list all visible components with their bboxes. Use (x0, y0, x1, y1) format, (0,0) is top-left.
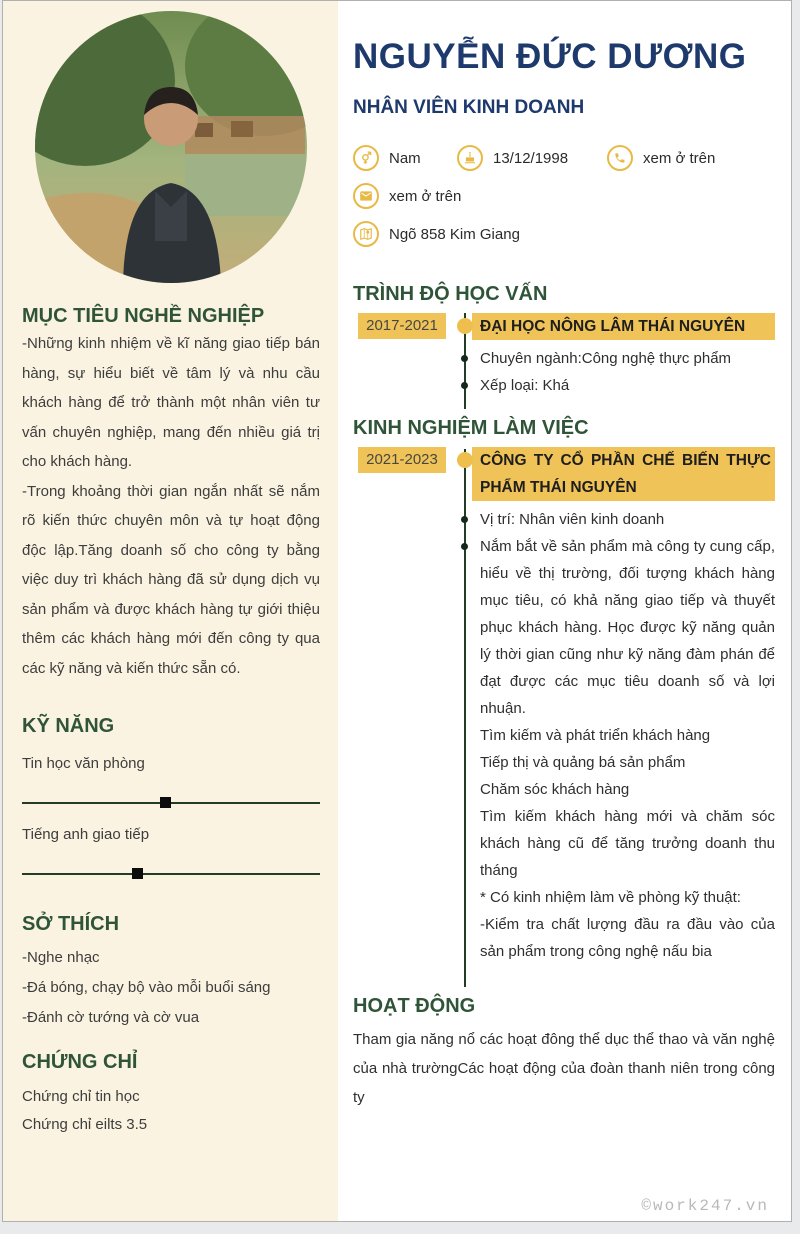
education-title: TRÌNH ĐỘ HỌC VẤN (353, 283, 548, 305)
contact-info (353, 145, 775, 247)
contact-row (353, 183, 775, 209)
objective-paragraph: -Trong khoảng thời gian ngắn nhất sẽ nắm rõ kiến thức chuyên môn và tự hoạt động độc lập.Tăng doanh số cho công ty bằng việc duy trì khách hàng đã sử dụng dịch vụ sản phẩm và được khách hàng tự giới thiệu thêm các khách hàng mới đến công ty qua các kỹ năng và kiến thức sẵn có. (22, 482, 320, 677)
experience-timeline (353, 447, 775, 965)
certificate-item: Chứng chỉ eilts 3.5 (22, 1116, 148, 1133)
email-value: xem ở trên (389, 187, 462, 205)
phone-icon (607, 145, 633, 171)
education-detail: Chuyên ngành:Công nghệ thực phẩm (480, 345, 775, 372)
objective-paragraph: -Những kinh nhiệm về kĩ năng giao tiếp bán hàng, sự hiểu biết về tâm lý và nhu cầu khách hàng để trở thành một nhân viên tư vấn chuyên nghiệp, mang đến nhiều giá trị cho khách hàng. (22, 335, 320, 470)
hobby-item: -Đá bóng, chạy bộ vào mỗi buổi sáng (22, 979, 271, 996)
hobby-item: -Đánh cờ tướng và cờ vua (22, 1009, 200, 1026)
experience-detail: -Kiểm tra chất lượng đầu ra đầu vào của sản phẩm trong công nghệ nấu bia (480, 916, 775, 960)
watermark: ©work247.vn (641, 1197, 769, 1215)
skill-bar (22, 873, 320, 875)
certificate-item: Chứng chỉ tin học (22, 1088, 140, 1105)
hobby-item: -Nghe nhạc (22, 949, 100, 966)
certificates-title: CHỨNG CHỈ (22, 1051, 138, 1073)
contact-phone (607, 145, 715, 171)
hobbies-list (22, 943, 320, 1033)
email-icon (353, 183, 379, 209)
sidebar (3, 1, 338, 1221)
person-name: NGUYỄN ĐỨC DƯƠNG (353, 37, 747, 76)
gender-icon (353, 145, 379, 171)
experience-detail: Tiếp thị và quảng bá sản phẩm (480, 754, 686, 771)
education-school: ĐẠI HỌC NÔNG LÂM THÁI NGUYÊN (472, 313, 775, 340)
skills-title: KỸ NĂNG (22, 715, 115, 737)
timeline-dot (457, 318, 473, 334)
skill-label: Tin học văn phòng (22, 755, 145, 772)
experience-detail: Vị trí: Nhân viên kinh doanh (480, 506, 775, 533)
birthday-cake-icon (457, 145, 483, 171)
skill-bar (22, 802, 320, 804)
contact-address (353, 221, 520, 247)
activities-title: HOẠT ĐỘNG (353, 995, 476, 1017)
main-column (338, 1, 792, 1221)
contact-row (353, 221, 775, 247)
education-timeline (353, 313, 775, 399)
education-period: 2017-2021 (358, 313, 446, 339)
objective-text (22, 329, 320, 683)
education-details (480, 345, 775, 399)
job-title: NHÂN VIÊN KINH DOANH (353, 97, 585, 118)
contact-email (353, 183, 461, 209)
experience-detail: Chăm sóc khách hàng (480, 781, 630, 798)
contact-gender (353, 145, 457, 171)
objective-title: MỤC TIÊU NGHỀ NGHIỆP (22, 305, 265, 327)
education-detail: Xếp loại: Khá (480, 372, 775, 399)
experience-title: KINH NGHIỆM LÀM VIỆC (353, 417, 589, 439)
skill-label: Tiếng anh giao tiếp (22, 826, 150, 843)
gender-value: Nam (389, 149, 421, 167)
experience-detail: Tìm kiếm và phát triển khách hàng (480, 727, 711, 744)
experience-detail: Nắm bắt về sản phẩm mà công ty cung cấp, hiểu về thị trường, đối tượng khách hàng mục tiêu, có khả năng giao tiếp và thuyết phục khách hàng. Học được kỹ năng quản lý thời gian cũng như kỹ năng đàm phán để đạt được các mục tiêu doanh số và lợi nhuận. (480, 533, 775, 722)
contact-row (353, 145, 775, 171)
timeline-dot (457, 452, 473, 468)
certificates-list (22, 1083, 320, 1139)
profile-photo (35, 11, 307, 283)
hobbies-title: SỞ THÍCH (22, 913, 120, 935)
skill-level-marker (160, 797, 171, 808)
phone-value: xem ở trên (643, 149, 716, 167)
cv-page (2, 0, 792, 1222)
experience-company: CÔNG TY CỔ PHẦN CHẾ BIẾN THỰC PHẨM THÁI NGUYÊN (472, 447, 775, 501)
activities-text: Tham gia năng nổ các hoạt đông thể dục thể thao và văn nghệ của nhà trườngCác hoạt động của đoàn thanh niên trong công ty (353, 1031, 775, 1106)
map-pin-icon (353, 221, 379, 247)
timeline-line (464, 449, 466, 987)
contact-birthday (457, 145, 607, 171)
birthday-value: 13/12/1998 (493, 149, 569, 167)
experience-detail: * Có kinh nhiệm làm về phòng kỹ thuật: (480, 889, 741, 906)
address-value: Ngõ 858 Kim Giang (389, 225, 520, 243)
experience-details (480, 506, 775, 965)
experience-detail: Tìm kiếm khách hàng mới và chăm sóc khách hàng cũ để tăng trưởng doanh thu tháng (480, 808, 775, 879)
skill-level-marker (132, 868, 143, 879)
experience-period: 2021-2023 (358, 447, 446, 473)
